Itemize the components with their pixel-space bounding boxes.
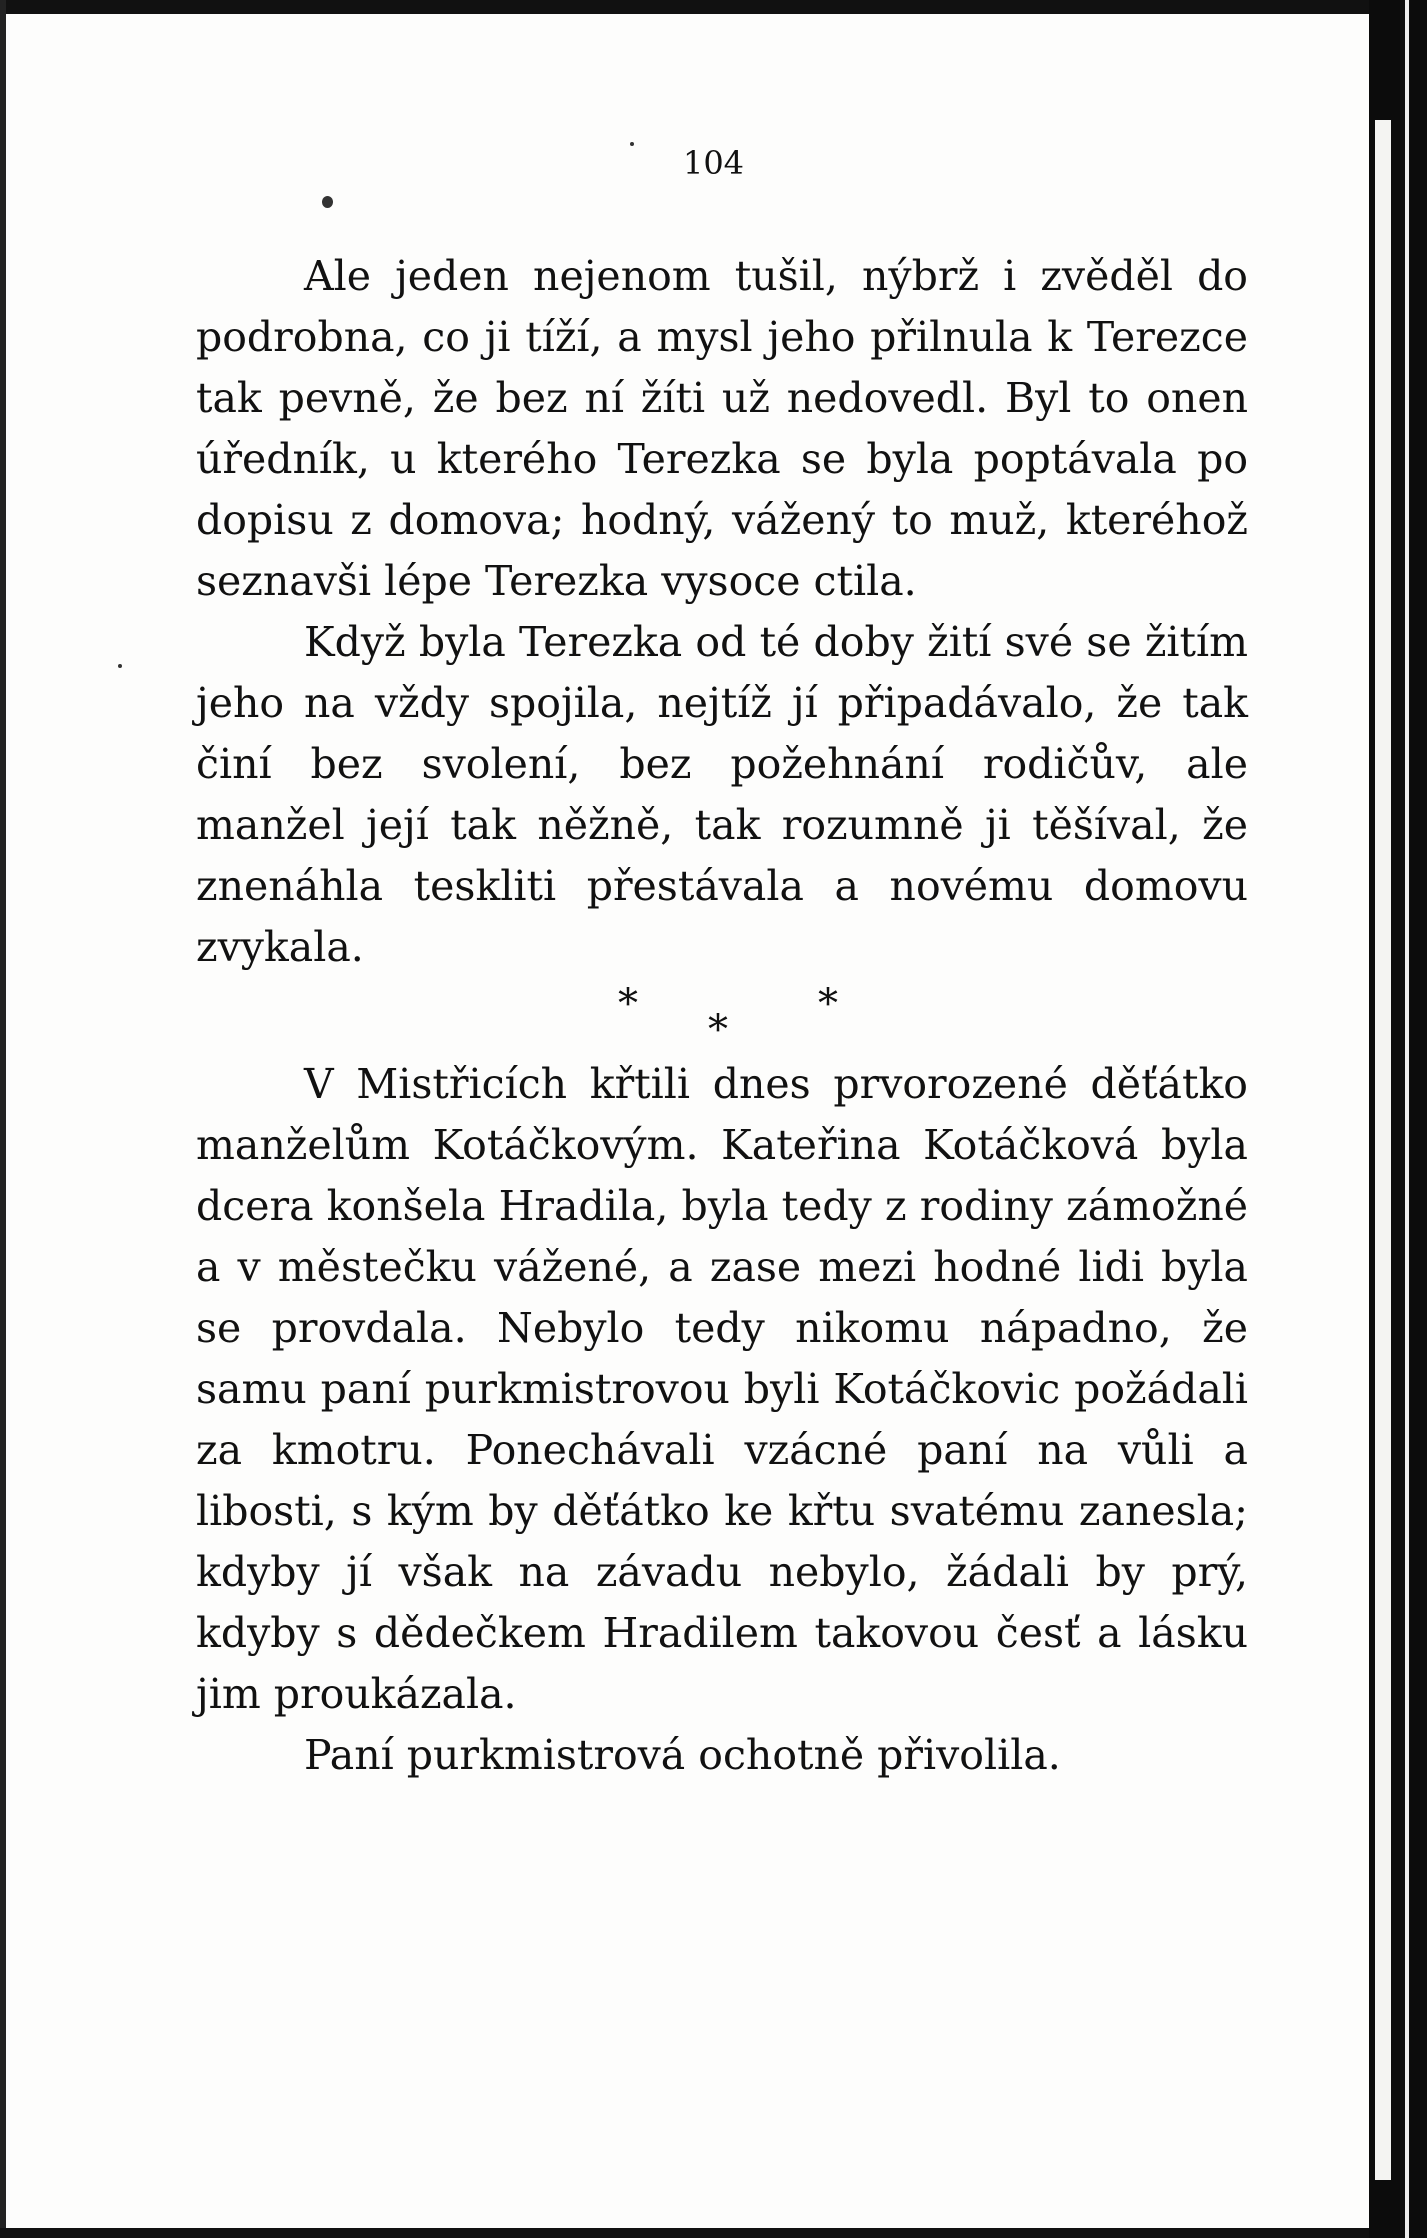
separator-star-left: * bbox=[618, 981, 638, 1027]
body-text bbox=[196, 246, 1248, 1786]
paragraph: Když byla Terezka od té doby žití své se žitím jeho na vždy spojila, nejtíž jí připadávalo, že tak činí bez svolení, bez požehnání rodičův, ale manžel její tak něžně, tak rozumně ji těšíval, že znenáhla teskliti přestávala a novému domovu zvykala. bbox=[196, 618, 1248, 971]
scan-left-border bbox=[0, 0, 6, 2238]
ink-speck bbox=[322, 196, 333, 208]
paragraph: V Mistřicích křtili dnes prvorozené děťátko manželům Kotáčkovým. Kateřina Kotáčková byla dcera konšela Hradila, byla tedy z rodiny zámožné a v městečku vážené, a zase mezi hodné lidi byla se provdala. Nebylo tedy nikomu nápadno, že samu paní purkmistrovou byli Kotáčkovic požádali za kmotru. Ponechávali vzácné paní na vůli a libosti, s kým by děťátko ke křtu svatému zanesla; kdyby jí však na závadu nebylo, žádali by prý, kdyby s dědečkem Hradilem takovou česť a lásku jim proukázala. bbox=[196, 1060, 1248, 1718]
scan-top-border bbox=[0, 0, 1390, 14]
paragraph: Paní purkmistrová ochotně přivolila. bbox=[304, 1731, 1061, 1779]
section-separator bbox=[196, 978, 1248, 1054]
binding-edge-line bbox=[1405, 0, 1409, 2238]
book-binding-edge bbox=[1369, 0, 1427, 2238]
page-number: 104 bbox=[682, 144, 745, 182]
separator-star-center: * bbox=[708, 1007, 728, 1053]
scan-bottom-border bbox=[0, 2228, 1427, 2238]
paragraph: Ale jeden nejenom tušil, nýbrž i zvěděl do podrobna, co ji tíží, a mysl jeho přilnula k Terezce tak pevně, že bez ní žíti už nedovedl. Byl to onen úředník, u kterého Terezka se byla poptávala po dopisu z domova; hodný, vážený to muž, kteréhož seznavši lépe Terezka vysoce ctila. bbox=[196, 252, 1248, 605]
separator-star-right: * bbox=[818, 981, 838, 1027]
ink-speck bbox=[118, 664, 122, 668]
binding-inner-strip bbox=[1375, 120, 1391, 2180]
